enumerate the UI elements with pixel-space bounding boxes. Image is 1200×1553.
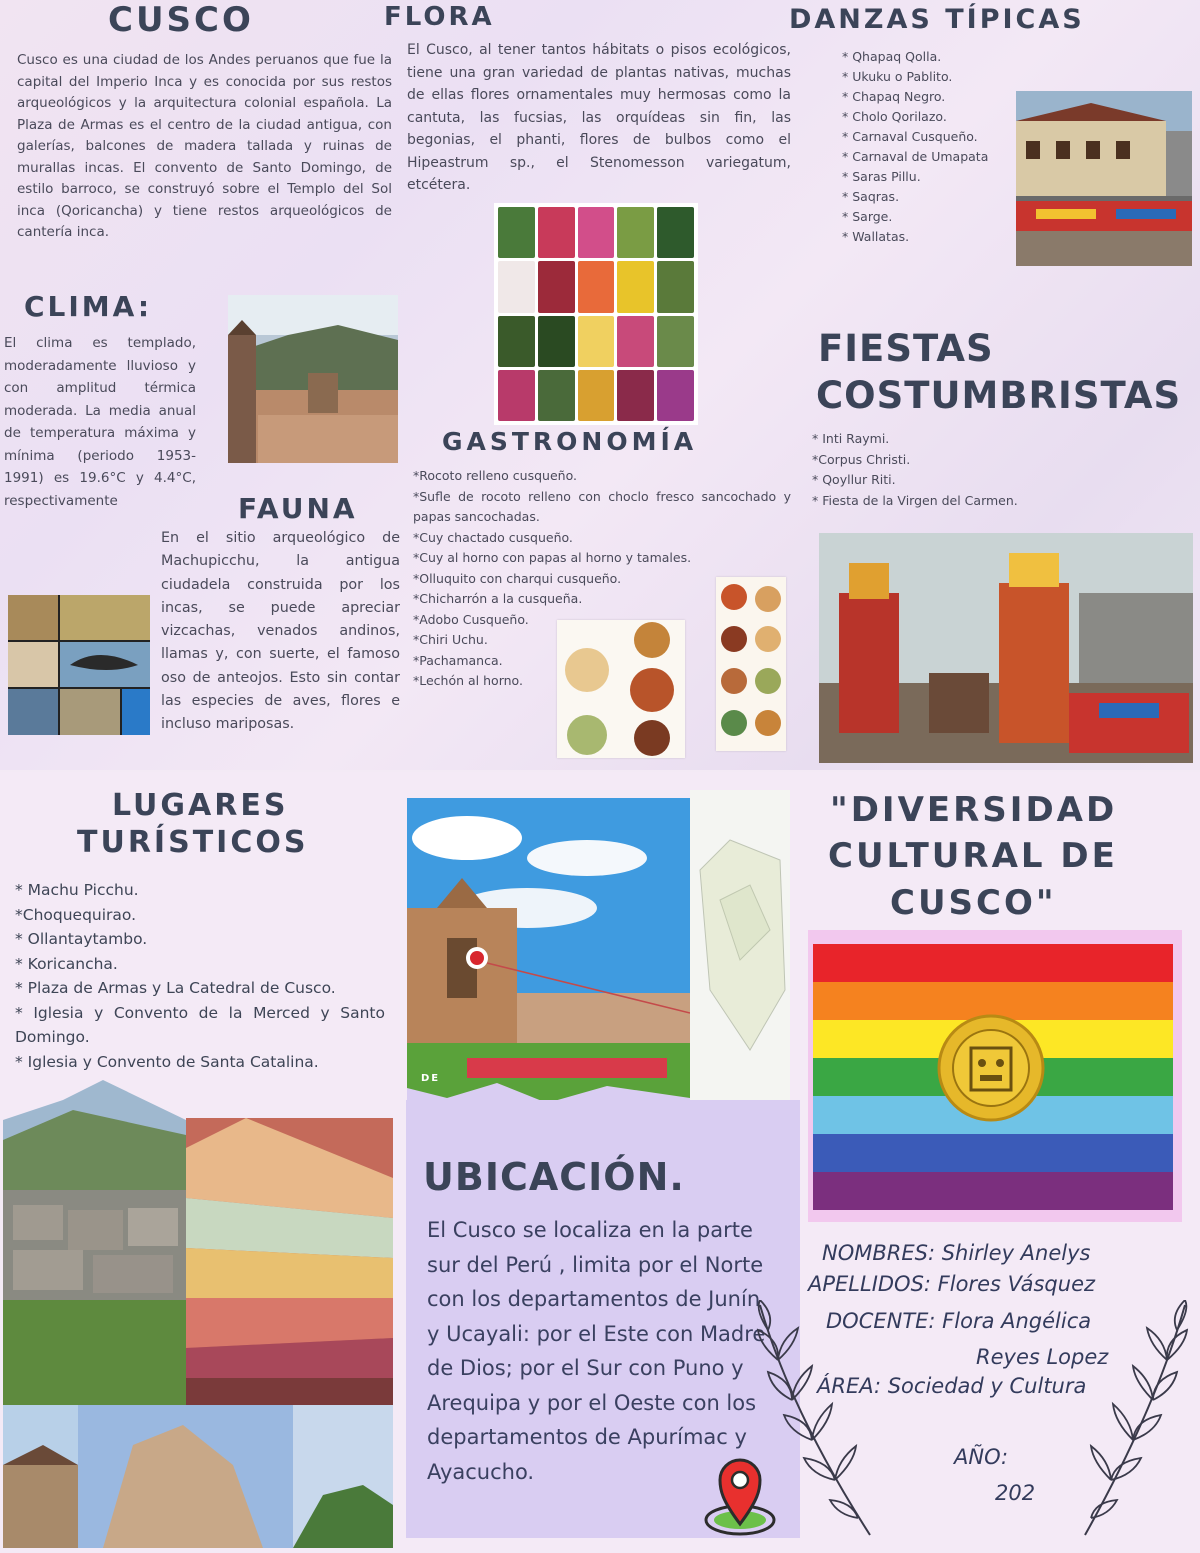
list-item: *Chicharrón a la cusqueña. bbox=[413, 591, 583, 606]
flora-heading: FLORA bbox=[384, 2, 495, 32]
lugares-heading-line2: TURÍSTICOS bbox=[77, 825, 309, 860]
rainbow-mountain-photo bbox=[186, 1118, 393, 1405]
clima-heading: CLIMA: bbox=[24, 290, 153, 323]
cusco-flag bbox=[808, 930, 1182, 1222]
lugares-list bbox=[15, 878, 385, 1074]
list-item: *Rocoto relleno cusqueño. bbox=[413, 468, 577, 483]
list-item: * Fiesta de la Virgen del Carmen. bbox=[812, 492, 1018, 508]
fauna-heading: FAUNA bbox=[238, 492, 358, 525]
poster-title-line1: "DIVERSIDAD bbox=[830, 790, 1118, 830]
ubicacion-text: El Cusco se localiza en la parte sur del Perú , limita por el Norte con los departamentos de Junín y Ucayali: por el Este con Madre de Dios; por el Sur con Puno y Arequipa y por el Oeste con los departamentos de Apurímac y Ayacucho. bbox=[427, 1218, 766, 1484]
list-item: *Olluquito con charqui cusqueño. bbox=[413, 570, 622, 586]
list-item: * Ollantaytambo. bbox=[15, 930, 148, 948]
map-label-de: DE bbox=[421, 1073, 441, 1084]
clima-photo bbox=[228, 295, 398, 463]
list-item: * Cholo Qorilazo. bbox=[842, 109, 947, 124]
credits-anio-value: 202 bbox=[995, 1481, 1036, 1505]
list-item: *Sufle de rocoto relleno con choclo fresco sancochado y papas sancochadas. bbox=[413, 488, 791, 524]
laurel-left-icon bbox=[750, 1300, 880, 1540]
danzas-list bbox=[842, 47, 1017, 247]
flag-stripe bbox=[813, 944, 1173, 982]
flora-text: El Cusco, al tener tantos hábitats o pisos ecológicos, tiene una gran variedad de plantas nativas, muchas de ellas flores ornamentales muy hermosas como la cantuta, las fucsias, las orquídeas sin fin, las begonias, el phanti, flores de bulbos como el Hipeastrum sp., el Stenomesson variegatum, etcétera. bbox=[407, 42, 791, 193]
fiestas-heading-line1: FIESTAS bbox=[818, 327, 994, 370]
list-item: * Plaza de Armas y La Catedral de Cusco. bbox=[15, 979, 336, 997]
list-item: * Saqras. bbox=[842, 189, 900, 204]
cusco-text: Cusco es una ciudad de los Andes peruanos que fue la capital del Imperio Inca y es conocida por sus restos arqueológicos y la arquitectura colonial española. La Plaza de Armas es el centro de la ciudad antigua, con galerías, balcones de madera tallada y ruinas de murallas incas. El convento de Santo Domingo, de estilo barroco, se construyó sobre el Templo del Sol inca (Qoricancha) y tiene restos arqueológicos de cantería inca. bbox=[17, 52, 392, 240]
list-item: * Sarge. bbox=[842, 209, 893, 224]
sacsayhuaman-photo bbox=[3, 1080, 186, 1405]
fiestas-photo bbox=[819, 533, 1193, 763]
list-item: * Wallatas. bbox=[842, 229, 910, 244]
danzas-heading: DANZAS TÍPICAS bbox=[789, 4, 1085, 35]
list-item: *Cuy al horno con papas al horno y tamales. bbox=[413, 550, 692, 565]
fiestas-list bbox=[812, 429, 1018, 511]
flag-stripe bbox=[813, 1172, 1173, 1210]
ubicacion-heading: UBICACIÓN. bbox=[423, 1155, 685, 1199]
food-photo-sheet-2 bbox=[716, 577, 786, 751]
clima-text: El clima es templado, moderadamente lluvioso y con amplitud térmica moderada. La media anual de temperatura máxima y mínima (periodo 1953-1991) es 19.6°C y 4.4°C, respectivamente bbox=[4, 335, 196, 509]
list-item: * Iglesia y Convento de Santa Catalina. bbox=[15, 1052, 319, 1071]
list-item: * Iglesia y Convento de la Merced y Santo Domingo. bbox=[15, 1003, 385, 1046]
credits-anio-label: AÑO: bbox=[954, 1445, 1009, 1469]
food-photo-sheet-1 bbox=[557, 620, 685, 758]
poster-title-line3: CUSCO" bbox=[890, 883, 1057, 923]
list-item: * Ukuku o Pablito. bbox=[842, 69, 953, 84]
fauna-photo-collage bbox=[8, 595, 150, 735]
inti-sun-emblem-icon bbox=[936, 1013, 1046, 1123]
danzas-photo bbox=[1016, 91, 1192, 266]
list-item: * Machu Picchu. bbox=[15, 881, 139, 899]
credits-docente-apellido: Reyes Lopez bbox=[976, 1345, 1109, 1369]
gastronomia-heading: GASTRONOMÍA bbox=[442, 427, 698, 456]
list-item: *Pachamanca. bbox=[413, 652, 503, 668]
laurel-right-icon bbox=[1075, 1300, 1195, 1540]
list-item: * Saras Pillu. bbox=[842, 169, 921, 184]
flowers-image-grid bbox=[494, 203, 698, 425]
fauna-text: En el sitio arqueológico de Machupicchu, la antigua ciudadela construida por los incas, se puede apreciar vizcachas, venados andinos, llamas y, con suerte, el famoso oso de anteojos. Esto sin contar las especies de aves, flores e incluso mariposas. bbox=[161, 530, 400, 733]
poster-title-line2: CULTURAL DE bbox=[828, 836, 1118, 876]
list-item: * Inti Raymi. bbox=[812, 431, 890, 446]
cusco-ruins-photo-strip bbox=[3, 1405, 393, 1548]
list-item: * Koricancha. bbox=[15, 954, 118, 973]
flag-stripe bbox=[813, 1134, 1173, 1172]
list-item: *Chiri Uchu. bbox=[413, 632, 488, 647]
peru-map-photo bbox=[690, 790, 790, 1115]
list-item: *Lechón al horno. bbox=[413, 673, 523, 688]
credits-nombres: NOMBRES: Shirley Anelys bbox=[822, 1241, 1091, 1265]
cusco-cathedral-photo bbox=[407, 798, 690, 1118]
list-item: * Qhapaq Qolla. bbox=[842, 49, 942, 64]
credits-docente: DOCENTE: Flora Angélica bbox=[826, 1309, 1092, 1333]
list-item: * Carnaval Cusqueño. bbox=[842, 129, 978, 144]
lugares-heading-line1: LUGARES bbox=[112, 788, 289, 823]
list-item: *Choquequirao. bbox=[15, 905, 137, 924]
credits-area: ÁREA: Sociedad y Cultura bbox=[817, 1374, 1087, 1398]
list-item: *Corpus Christi. bbox=[812, 451, 911, 467]
list-item: *Adobo Cusqueño. bbox=[413, 611, 529, 627]
credits-apellidos: APELLIDOS: Flores Vásquez bbox=[808, 1272, 1096, 1296]
list-item: * Chapaq Negro. bbox=[842, 89, 946, 104]
list-item: * Qoyllur Riti. bbox=[812, 472, 896, 487]
list-item: *Cuy chactado cusqueño. bbox=[413, 529, 573, 545]
fiestas-heading-line2: COSTUMBRISTAS bbox=[816, 374, 1182, 417]
list-item: * Carnaval de Umapata bbox=[842, 149, 989, 164]
cusco-heading: CUSCO bbox=[108, 0, 254, 40]
